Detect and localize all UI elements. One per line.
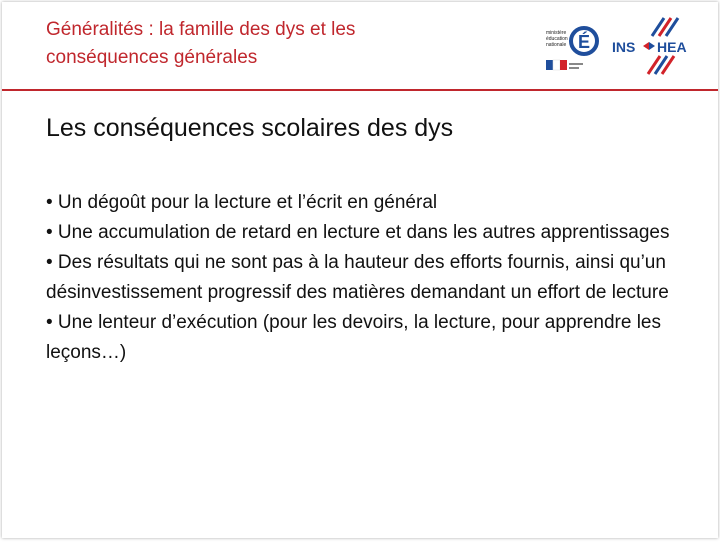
header-divider (2, 89, 718, 91)
logo-text-line-1: ministère (546, 30, 567, 36)
bullet-list (46, 188, 686, 368)
bullet-item: • Une accumulation de retard en lecture et dans les autres apprentissages (46, 222, 670, 243)
bullet-item: • Des résultats qui ne sont pas à la hauteur des efforts fournis, ainsi qu’un désinvestissement progressif des matières demandant un effort de lecture (46, 252, 669, 303)
slide (2, 2, 718, 538)
logo-letter: É (577, 32, 591, 52)
logo-text-line-2: éducation (546, 36, 568, 42)
logo-text-line-3: nationale (546, 42, 567, 48)
header-title (46, 16, 486, 72)
header-title-line-2: conséquences générales (46, 47, 258, 68)
slide-heading: Les conséquences scolaires des dys (46, 114, 454, 142)
inshea-text-ins: INS (612, 39, 636, 55)
ministere-education-logo (544, 20, 602, 78)
bullet-item: • Une lenteur d’exécution (pour les devoirs, la lecture, pour apprendre les leçons…) (46, 312, 661, 363)
inshea-logo (608, 16, 706, 76)
bullet-item: • Un dégoût pour la lecture et l’écrit en général (46, 192, 438, 213)
header-title-line-1: Généralités : la famille des dys et les (46, 19, 356, 40)
inshea-text-hea: HEA (657, 39, 687, 55)
